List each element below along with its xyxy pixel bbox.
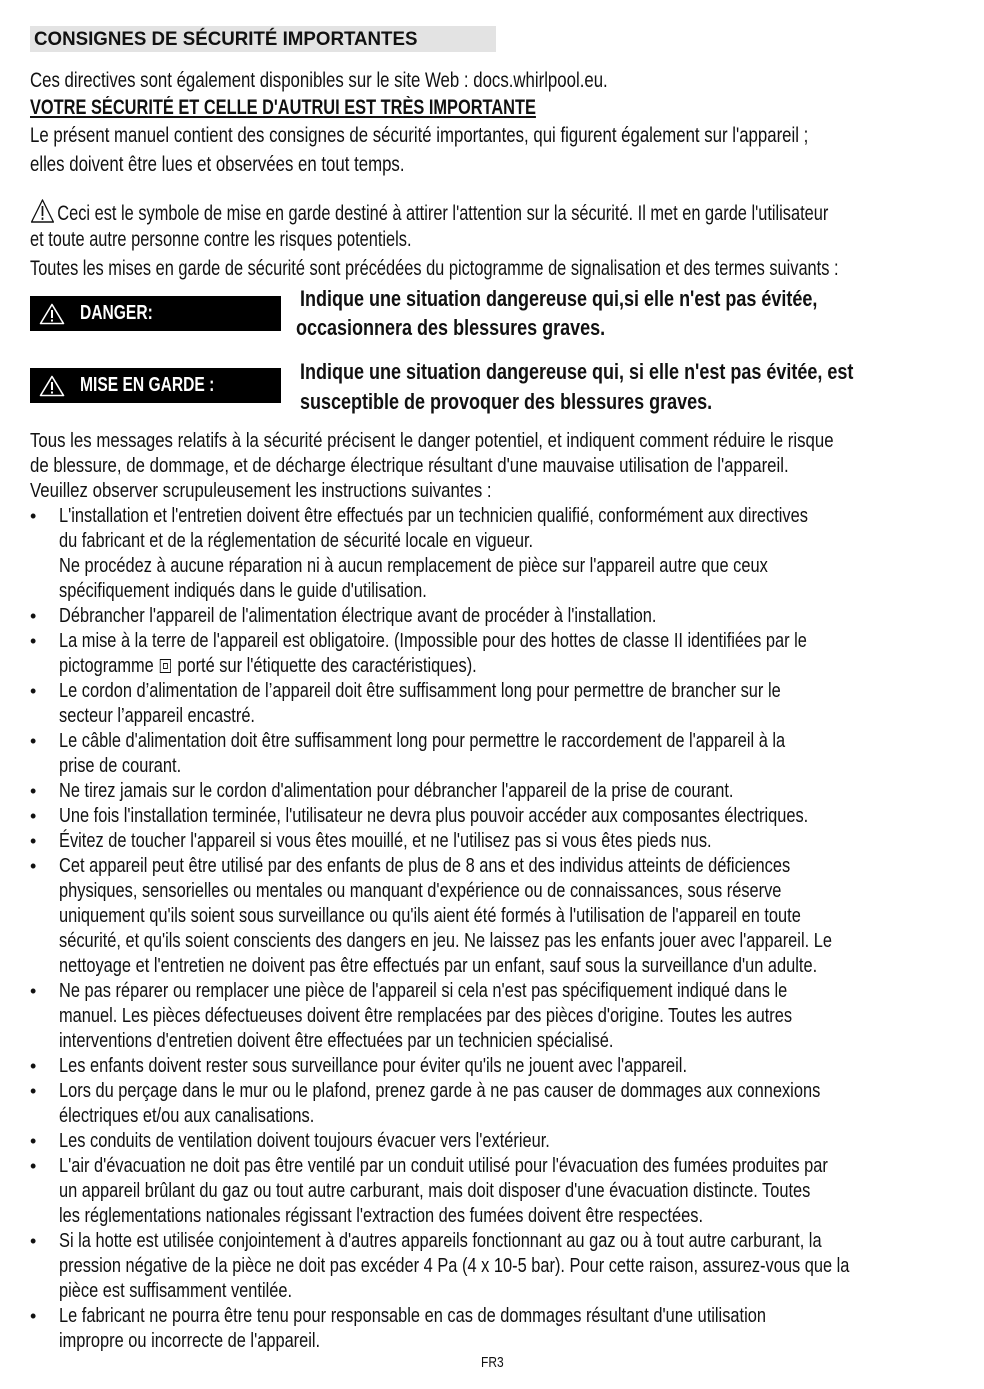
list-item-line: uniquement qu'ils soient sous surveillance ou qu'ils aient été formés à l'utilisation de l'appareil en toute — [59, 904, 801, 927]
list-item-line: sécurité, et qu'ils soient conscients des dangers en jeu. Ne laissez pas les enfants jouer avec l'appareil. Le — [59, 929, 832, 952]
danger-label: DANGER: — [80, 302, 153, 324]
bullet-point: • — [30, 731, 37, 751]
list-item-line: nettoyage et l'entretien ne doivent pas être effectués par un enfant, sauf sous la surveillance d'un adulte. — [59, 954, 818, 977]
list-item-line: La mise à la terre de l'appareil est obligatoire. (Impossible pour des hottes de classe II identifiées par le — [59, 629, 807, 652]
list-item-line: L'air d'évacuation ne doit pas être ventilé par un conduit utilisé pour l'évacuation des fumées produites par — [59, 1154, 828, 1177]
list-item-line: pression négative de la pièce ne doit pas excéder 4 Pa (4 x 10-5 bar). Pour cette raison, assurez-vous que la — [59, 1254, 850, 1277]
danger-definition-line: occasionnera des blessures graves. — [296, 315, 606, 340]
list-item-line — [59, 654, 477, 678]
list-item-line: manuel. Les pièces défectueuses doivent être remplacées par des pièces d'origine. Toutes les autres — [59, 1004, 793, 1027]
warning-definition-line: Indique une situation dangereuse qui, si elle n'est pas évitée, est — [300, 359, 854, 384]
bullet-point: • — [30, 1306, 37, 1326]
list-item-line: électriques et/ou aux canalisations. — [59, 1104, 315, 1127]
list-item-line: pièce est suffisamment ventilée. — [59, 1279, 293, 1302]
list-item-line: impropre ou incorrecte de l'appareil. — [59, 1329, 321, 1352]
warning-triangle-icon — [39, 375, 65, 397]
warning-label-box — [30, 368, 281, 403]
bullet-point: • — [30, 1231, 37, 1251]
warning-label: MISE EN GARDE : — [80, 374, 215, 396]
list-item-line: Une fois l'installation terminée, l'utilisateur ne devra plus pouvoir accéder aux composantes électriques. — [59, 804, 809, 827]
symbol-explanation-text: Ceci est le symbole de mise en garde destiné à attirer l'attention sur la sécurité. Il met en garde l'utilisateur — [57, 202, 829, 225]
warning-triangle-icon — [39, 303, 65, 325]
bullet-point: • — [30, 506, 37, 526]
list-item-line: spécifiquement indiqués dans le guide d'utilisation. — [59, 579, 427, 602]
bullet-point: • — [30, 981, 37, 1001]
symbol-explanation-line: et toute autre personne contre les risques potentiels. — [30, 228, 412, 251]
list-item-line: Ne tirez jamais sur le cordon d'alimentation pour débrancher l'appareil de la prise de courant. — [59, 779, 734, 802]
general-text-line: Veuillez observer scrupuleusement les instructions suivantes : — [30, 479, 492, 502]
bullet-point: • — [30, 1131, 37, 1151]
intro-line: Ces directives sont également disponibles sur le site Web : docs.whirlpool.eu. — [30, 69, 608, 92]
list-item-line: Évitez de toucher l'appareil si vous êtes mouillé, et ne l'utilisez pas si vous êtes pieds nus. — [59, 829, 712, 852]
page-title: CONSIGNES DE SÉCURITÉ IMPORTANTES — [34, 28, 418, 50]
page-number: FR3 — [481, 1354, 504, 1371]
bullet-point: • — [30, 606, 37, 626]
bullet-point: • — [30, 1081, 37, 1101]
symbol-explanation-line: Toutes les mises en garde de sécurité sont précédées du pictogramme de signalisation et des termes suivants : — [30, 257, 839, 280]
bullet-point: • — [30, 681, 37, 701]
bullet-point: • — [30, 1156, 37, 1176]
bullet-point: • — [30, 831, 37, 851]
general-text-line: Tous les messages relatifs à la sécurité précisent le danger potentiel, et indiquent comment réduire le risque — [30, 429, 834, 452]
list-item-line: Cet appareil peut être utilisé par des enfants de plus de 8 ans et des individus atteints de déficiences — [59, 854, 791, 877]
safety-subtitle: VOTRE SÉCURITÉ ET CELLE D'AUTRUI EST TRÈS IMPORTANTE — [30, 96, 536, 119]
bullet-point: • — [30, 1056, 37, 1076]
list-item-line: Débrancher l'appareil de l'alimentation électrique avant de procéder à l'installation. — [59, 604, 657, 627]
list-item-line: secteur l’appareil encastré. — [59, 704, 255, 727]
list-item-line: Les enfants doivent rester sous surveillance pour éviter qu'ils ne jouent avec l'appareil. — [59, 1054, 687, 1077]
bullet-point: • — [30, 806, 37, 826]
list-item-line: les réglementations nationales régissant l'extraction des fumées doivent être respectées. — [59, 1204, 703, 1227]
list-item-line: Ne procédez à aucune réparation ni à aucun remplacement de pièce sur l'appareil autre que ceux — [59, 554, 768, 577]
list-item-line: du fabricant et de la réglementation de sécurité locale en vigueur. — [59, 529, 534, 552]
bullet-point: • — [30, 631, 37, 651]
list-item-line: prise de courant. — [59, 754, 182, 777]
list-item-line: interventions d'entretien doivent être effectuées par un technicien spécialisé. — [59, 1029, 614, 1052]
list-item-line: Les conduits de ventilation doivent toujours évacuer vers l'extérieur. — [59, 1129, 550, 1152]
symbol-explanation-line — [30, 198, 829, 226]
bullet-point: • — [30, 856, 37, 876]
list-item-line: un appareil brûlant du gaz ou tout autre carburant, mais doit disposer d'une évacuation distincte. Toutes — [59, 1179, 811, 1202]
danger-definition-line: Indique une situation dangereuse qui,si elle n'est pas évitée, — [300, 286, 818, 311]
list-item-text: pictogramme — [59, 654, 154, 677]
danger-label-box — [30, 296, 281, 331]
intro-line: Le présent manuel contient des consignes de sécurité importantes, qui figurent également sur l'appareil ; — [30, 124, 809, 147]
list-item-text: porté sur l'étiquette des caractéristiques). — [177, 654, 477, 677]
intro-line: elles doivent être lues et observées en tout temps. — [30, 153, 405, 176]
bullet-point: • — [30, 781, 37, 801]
class-ii-double-square-icon — [160, 659, 171, 673]
list-item-line: Lors du perçage dans le mur ou le plafond, prenez garde à ne pas causer de dommages aux connexions — [59, 1079, 821, 1102]
warning-definition-line: susceptible de provoquer des blessures graves. — [300, 389, 713, 414]
warning-triangle-icon — [30, 198, 55, 224]
list-item-line: physiques, sensorielles ou mentales ou manquant d'expérience ou de connaissances, sous réserve — [59, 879, 782, 902]
list-item-line: Le fabricant ne pourra être tenu pour responsable en cas de dommages résultant d'une utilisation — [59, 1304, 766, 1327]
list-item-line: L'installation et l'entretien doivent être effectués par un technicien qualifié, conformément aux directives — [59, 504, 808, 527]
general-text-line: de blessure, de dommage, et de décharge électrique résultant d'une mauvaise utilisation de l'appareil. — [30, 454, 789, 477]
list-item-line: Ne pas réparer ou remplacer une pièce de l'appareil si cela n'est pas spécifiquement indiqué dans le — [59, 979, 788, 1002]
list-item-line: Le cordon d’alimentation de l’appareil doit être suffisamment long pour permettre de brancher sur le — [59, 679, 781, 702]
list-item-line: Si la hotte est utilisée conjointement à d'autres appareils fonctionnant au gaz ou à tout autre carburant, la — [59, 1229, 822, 1252]
list-item-line: Le câble d'alimentation doit être suffisamment long pour permettre le raccordement de l'appareil à la — [59, 729, 786, 752]
